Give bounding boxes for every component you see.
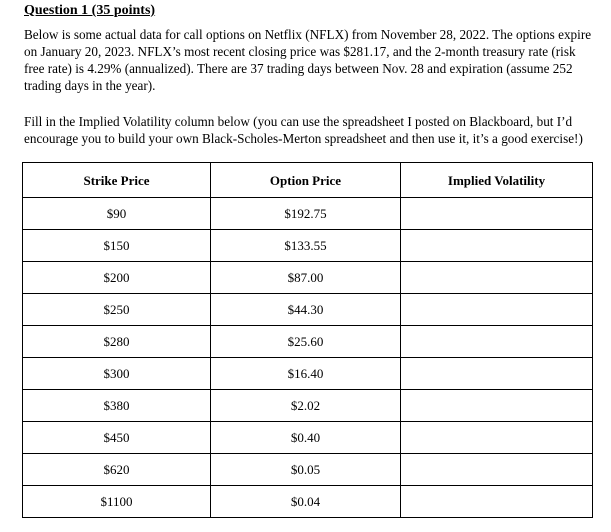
- strike-price-cell: $150: [23, 230, 211, 262]
- option-price-cell: $133.55: [211, 230, 401, 262]
- option-price-cell: $87.00: [211, 262, 401, 294]
- implied-volatility-cell[interactable]: [401, 198, 593, 230]
- implied-volatility-cell[interactable]: [401, 454, 593, 486]
- strike-price-cell: $620: [23, 454, 211, 486]
- strike-price-cell: $300: [23, 358, 211, 390]
- option-price-cell: $0.04: [211, 486, 401, 518]
- option-price-cell: $0.05: [211, 454, 401, 486]
- table-row: [23, 486, 593, 518]
- table-row: [23, 454, 593, 486]
- option-price-cell: $16.40: [211, 358, 401, 390]
- implied-volatility-cell[interactable]: [401, 486, 593, 518]
- table-row: [23, 262, 593, 294]
- table-row: [23, 422, 593, 454]
- table-row: [23, 390, 593, 422]
- strike-price-cell: $200: [23, 262, 211, 294]
- table-header-row: [23, 163, 593, 198]
- implied-volatility-cell[interactable]: [401, 262, 593, 294]
- option-price-cell: $192.75: [211, 198, 401, 230]
- table-row: [23, 294, 593, 326]
- option-price-cell: $25.60: [211, 326, 401, 358]
- option-price-cell: $44.30: [211, 294, 401, 326]
- table-row: [23, 326, 593, 358]
- option-price-cell: $0.40: [211, 422, 401, 454]
- strike-price-cell: $380: [23, 390, 211, 422]
- implied-volatility-cell[interactable]: [401, 326, 593, 358]
- implied-volatility-header: Implied Volatility: [401, 163, 593, 198]
- implied-volatility-cell[interactable]: [401, 294, 593, 326]
- strike-price-cell: $450: [23, 422, 211, 454]
- implied-volatility-cell[interactable]: [401, 422, 593, 454]
- table-row: [23, 198, 593, 230]
- table-row: [23, 358, 593, 390]
- table-row: [23, 230, 593, 262]
- strike-price-cell: $90: [23, 198, 211, 230]
- strike-price-cell: $250: [23, 294, 211, 326]
- strike-price-cell: $1100: [23, 486, 211, 518]
- question-title: Question 1 (35 points): [24, 3, 156, 18]
- question-instructions-paragraph: Fill in the Implied Volatility column below (you can use the spreadsheet I posted on Blackboard, but I’d encourage you to build your own Black-Scholes-Merton spreadsheet and then use it, it’s a good exercise!): [24, 114, 583, 146]
- strike-price-header: Strike Price: [23, 163, 211, 198]
- option-price-header: Option Price: [211, 163, 401, 198]
- implied-volatility-cell[interactable]: [401, 230, 593, 262]
- implied-volatility-cell[interactable]: [401, 358, 593, 390]
- question-intro-paragraph: Below is some actual data for call options on Netflix (NFLX) from November 28, 2022. The options expire on January 20, 2023. NFLX’s most recent closing price was $281.17, and the 2-month treasury rate (risk free rate) is 4.29% (annualized). There are 37 trading days between Nov. 28 and expiration (assume 252 trading days in the year).: [24, 27, 592, 93]
- option-price-cell: $2.02: [211, 390, 401, 422]
- strike-price-cell: $280: [23, 326, 211, 358]
- implied-volatility-table: [22, 162, 593, 518]
- implied-volatility-cell[interactable]: [401, 390, 593, 422]
